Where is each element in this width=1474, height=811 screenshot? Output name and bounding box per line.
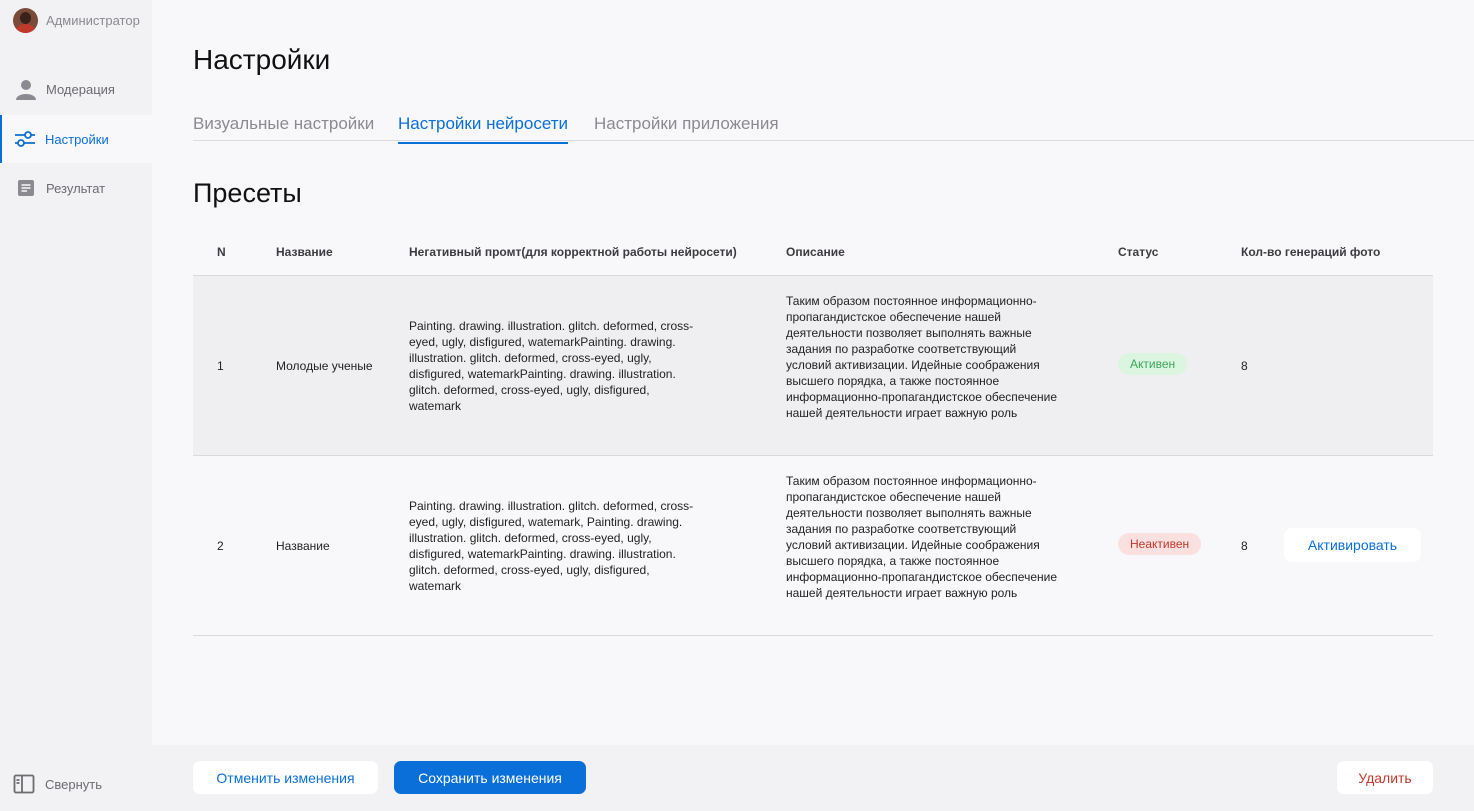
user-name: Администратор bbox=[46, 13, 140, 28]
table-header bbox=[193, 228, 1433, 276]
document-icon bbox=[15, 177, 37, 199]
tabs bbox=[193, 108, 1474, 141]
header-description: Описание bbox=[786, 245, 845, 259]
tab-visual-settings[interactable]: Визуальные настройки bbox=[193, 114, 375, 133]
tab-neural-settings[interactable]: Настройки нейросети bbox=[398, 114, 568, 144]
sidebar bbox=[0, 0, 152, 811]
main-content bbox=[152, 0, 1474, 745]
save-changes-button[interactable]: Сохранить изменения bbox=[394, 761, 586, 794]
status-badge: Активен bbox=[1118, 353, 1187, 375]
sidebar-item-label: Модерация bbox=[46, 81, 115, 97]
table-row[interactable] bbox=[193, 456, 1433, 636]
status-badge: Неактивен bbox=[1118, 533, 1201, 555]
cell-n: 2 bbox=[217, 539, 224, 553]
header-name: Название bbox=[276, 245, 333, 259]
header-status: Статус bbox=[1118, 245, 1159, 259]
presets-table bbox=[193, 228, 1433, 636]
avatar bbox=[13, 8, 38, 33]
sidebar-item-label: Результат bbox=[46, 180, 106, 196]
section-title: Пресеты bbox=[193, 178, 302, 208]
table-row[interactable] bbox=[193, 276, 1433, 456]
cell-description: Таким образом постоянное информационно-пропагандистское обеспечение нашей деятельности позволяет выполнять важные задания по разработке соответствующий условий активизации. Идейные соображения высшего порядка, а также постоянное информационно-пропагандистское обеспечение нашей деятельности играет важную роль bbox=[786, 474, 1058, 600]
sliders-icon bbox=[14, 128, 36, 150]
sidebar-item-label: Настройки bbox=[45, 131, 109, 147]
cell-count: 8 bbox=[1241, 359, 1248, 373]
sidebar-item-settings[interactable] bbox=[0, 115, 152, 163]
header-count: Кол-во генераций фото bbox=[1241, 245, 1381, 259]
activate-button[interactable]: Активировать bbox=[1284, 528, 1421, 562]
tab-app-settings[interactable]: Настройки приложения bbox=[594, 114, 779, 133]
user-icon bbox=[15, 78, 37, 100]
sidebar-item-moderation[interactable] bbox=[0, 65, 152, 113]
cell-name: Название bbox=[276, 539, 330, 553]
sidebar-collapse-icon bbox=[13, 773, 35, 795]
cancel-changes-button[interactable]: Отменить изменения bbox=[193, 761, 378, 794]
delete-button[interactable]: Удалить bbox=[1337, 761, 1433, 794]
cell-count: 8 bbox=[1241, 539, 1248, 553]
cell-description: Таким образом постоянное информационно-пропагандистское обеспечение нашей деятельности позволяет выполнять важные задания по разработке соответствующий условий активизации. Идейные соображения высшего порядка, а также постоянное информационно-пропагандистское обеспечение нашей деятельности играет важную роль bbox=[786, 294, 1058, 420]
header-n: N bbox=[217, 245, 226, 259]
collapse-label: Свернуть bbox=[45, 776, 103, 792]
cell-name: Молодые ученые bbox=[276, 359, 373, 373]
header-negative: Негативный промт(для корректной работы нейросети) bbox=[409, 245, 737, 259]
cell-negative-prompt: Painting. drawing. illustration. glitch. deformed, cross-eyed, ugly, disfigured, watemarkPainting. drawing. illustration. glitch. deformed, cross-eyed, ugly, disfigured, watemarkPainting. drawing. illustration. glitch. deformed, cross-eyed, ugly, disfigured, watemark bbox=[409, 319, 694, 413]
user-profile[interactable] bbox=[13, 8, 140, 33]
footer-bar bbox=[152, 745, 1474, 811]
sidebar-item-result[interactable] bbox=[0, 164, 152, 212]
collapse-button[interactable] bbox=[13, 773, 102, 795]
cell-negative-prompt: Painting. drawing. illustration. glitch. deformed, cross-eyed, ugly, disfigured, watemark, Painting. drawing. illustration. glitch. deformed, cross-eyed, ugly, disfigured, watemarkPainting. drawing. illustration. glitch. deformed, cross-eyed, ugly, disfigured, watemark bbox=[409, 499, 694, 593]
page-title: Настройки bbox=[193, 44, 331, 75]
cell-n: 1 bbox=[217, 359, 224, 373]
